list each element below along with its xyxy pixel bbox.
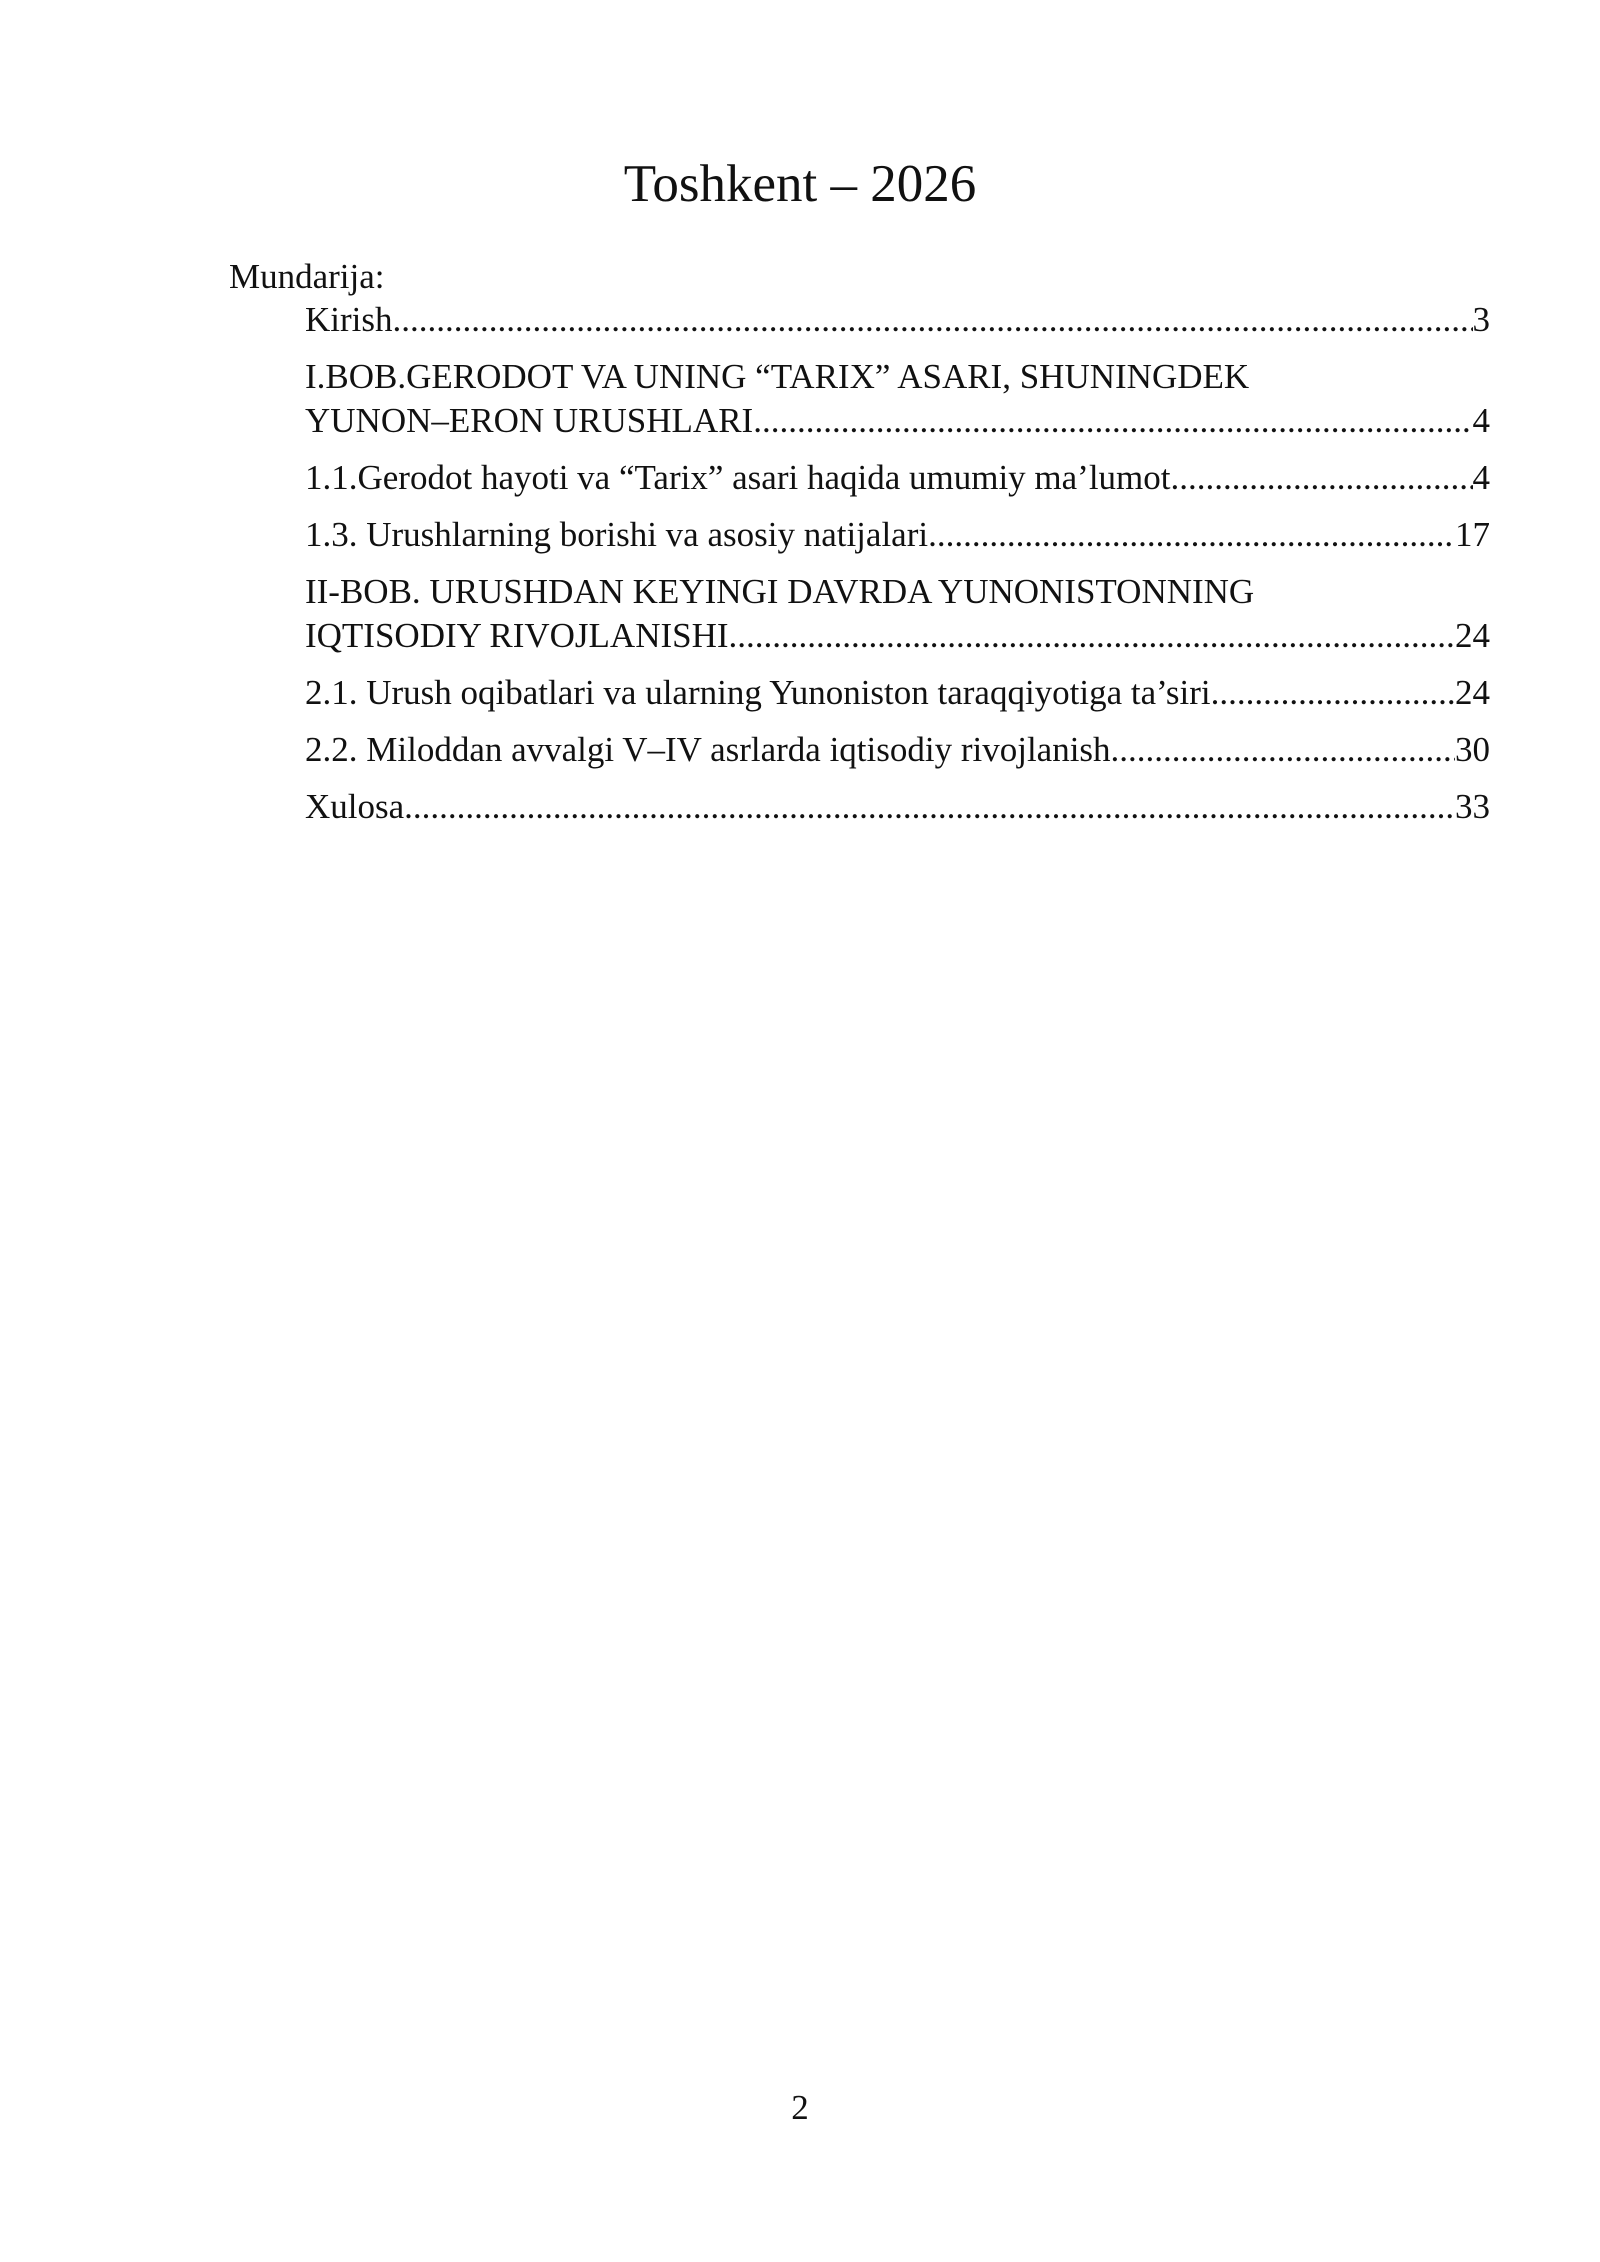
toc-entry-title-line1: I.BOB.GERODOT VA UNING “TARIX” ASARI, SHUNINGDEK bbox=[305, 357, 1250, 396]
table-of-contents bbox=[305, 298, 1490, 842]
toc-entry-page: 3 bbox=[1472, 300, 1490, 339]
dot-leader bbox=[928, 513, 1455, 557]
toc-entry-section-2-1[interactable] bbox=[305, 671, 1490, 715]
toc-entry-title: 1.3. Urushlarning borishi va asosiy natijalari bbox=[305, 515, 929, 554]
city-year-heading: Toshkent – 2026 bbox=[623, 155, 977, 213]
toc-entry-title: 1.1.Gerodot hayoti va “Tarix” asari haqida umumiy ma’lumot bbox=[305, 458, 1171, 497]
toc-entry-kirish[interactable] bbox=[305, 298, 1490, 342]
toc-entry-page: 17 bbox=[1455, 515, 1490, 554]
dot-leader bbox=[404, 785, 1455, 829]
toc-entry-page: 24 bbox=[1455, 673, 1490, 712]
toc-entry-xulosa[interactable] bbox=[305, 785, 1490, 829]
dot-leader bbox=[729, 614, 1455, 658]
toc-entry-page: 24 bbox=[1455, 616, 1490, 655]
dot-leader bbox=[393, 298, 1473, 342]
toc-entry-chapter-1[interactable] bbox=[305, 355, 1490, 443]
toc-entry-title: Kirish bbox=[305, 300, 393, 339]
toc-entry-title: IQTISODIY RIVOJLANISHI bbox=[305, 616, 729, 655]
toc-entry-title: Xulosa bbox=[305, 787, 405, 826]
toc-entry-page: 30 bbox=[1455, 730, 1490, 769]
toc-entry-page: 4 bbox=[1472, 401, 1490, 440]
toc-entry-chapter-2[interactable] bbox=[305, 570, 1490, 658]
toc-entry-section-1-3[interactable] bbox=[305, 513, 1490, 557]
dot-leader bbox=[753, 399, 1472, 443]
toc-entry-title: 2.2. Miloddan avvalgi V–IV asrlarda iqtisodiy rivojlanish bbox=[305, 730, 1111, 769]
dot-leader bbox=[1111, 728, 1455, 772]
dot-leader bbox=[1171, 456, 1473, 500]
toc-entry-page: 4 bbox=[1472, 458, 1490, 497]
toc-entry-title-line1: II-BOB. URUSHDAN KEYINGI DAVRDA YUNONISTONNING bbox=[305, 572, 1255, 611]
toc-heading: Mundarija: bbox=[229, 257, 385, 296]
page-number: 2 bbox=[791, 2088, 809, 2127]
toc-entry-title: 2.1. Urush oqibatlari va ularning Yunoniston taraqqiyotiga ta’siri bbox=[305, 673, 1211, 712]
toc-entry-section-1-1[interactable] bbox=[305, 456, 1490, 500]
dot-leader bbox=[1211, 671, 1455, 715]
toc-entry-page: 33 bbox=[1455, 787, 1490, 826]
toc-entry-title: YUNON–ERON URUSHLARI bbox=[305, 401, 754, 440]
toc-entry-section-2-2[interactable] bbox=[305, 728, 1490, 772]
